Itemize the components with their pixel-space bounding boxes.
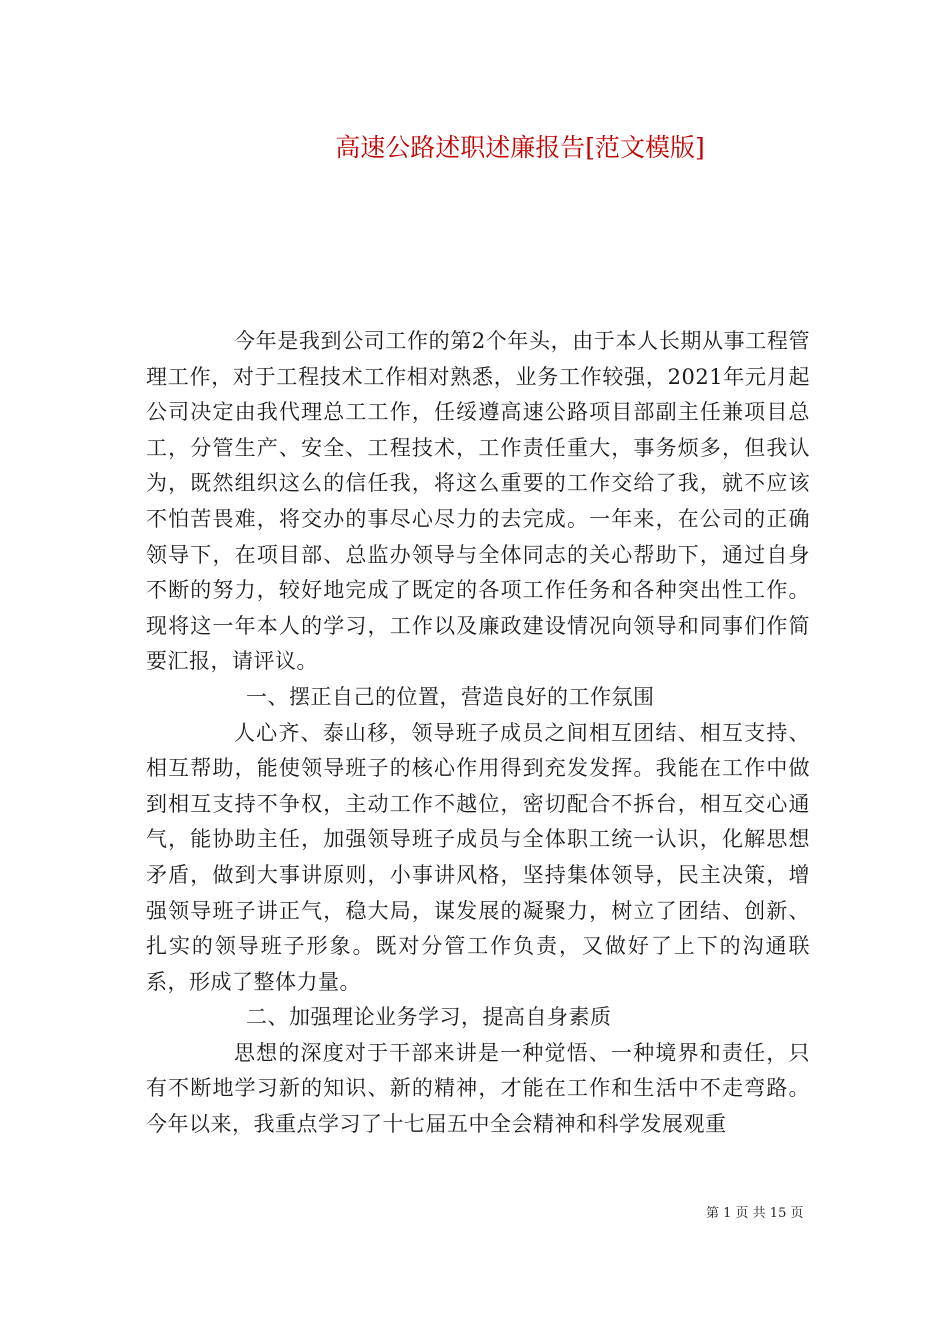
document-title: 高速公路述职述廉报告[范文模版] bbox=[335, 133, 705, 162]
section-1-paragraph: 人心齐、泰山移，领导班子成员之间相互团结、相互支持、相互帮助，能使领导班子的核心作用得到充发发挥。我能在工作中做到相互支持不争权，主动工作不越位，密切配合不拆台，相互交心通气，能协助主任，加强领导班子成员与全体职工统一认识，化解思想矛盾，做到大事讲原则，小事讲风格，坚持集体领导，民主决策，增强领导班子讲正气，稳大局，谋发展的凝聚力，树立了团结、创新、扎实的领导班子形象。既对分管工作负责，又做好了上下的沟通联系，形成了整体力量。 bbox=[146, 720, 810, 994]
intro-paragraph: 今年是我到公司工作的第2个年头，由于本人长期从事工程管理工作，对于工程技术工作相对熟悉，业务工作较强，2021年元月起公司决定由我代理总工工作，任绥遵高速公路项目部副主任兼项目总工，分管生产、安全、工程技术，工作责任重大，事务烦多，但我认为，既然组织这么的信任我，将这么重要的工作交给了我，就不应该不怕苦畏难，将交办的事尽心尽力的去完成。一年来，在公司的正确领导下，在项目部、总监办领导与全体同志的关心帮助下，通过自身不断的努力，较好地完成了既定的各项工作任务和各种突出性工作。现将这一年本人的学习，工作以及廉政建设情况向领导和同事们作简要汇报，请评议。 bbox=[146, 329, 810, 674]
section-2-paragraph: 思想的深度对于干部来讲是一种觉悟、一种境界和责任，只有不断地学习新的知识、新的精神，才能在工作和生活中不走弯路。今年以来，我重点学习了十七届五中全会精神和科学发展观重 bbox=[146, 1040, 810, 1137]
document-body bbox=[146, 324, 810, 1143]
page-number: 第 1 页 共 15 页 bbox=[706, 1206, 804, 1221]
section-heading-1: 一、摆正自己的位置，营造良好的工作氛围 bbox=[246, 684, 655, 709]
section-heading-2: 二、加强理论业务学习，提高自身素质 bbox=[246, 1005, 612, 1030]
